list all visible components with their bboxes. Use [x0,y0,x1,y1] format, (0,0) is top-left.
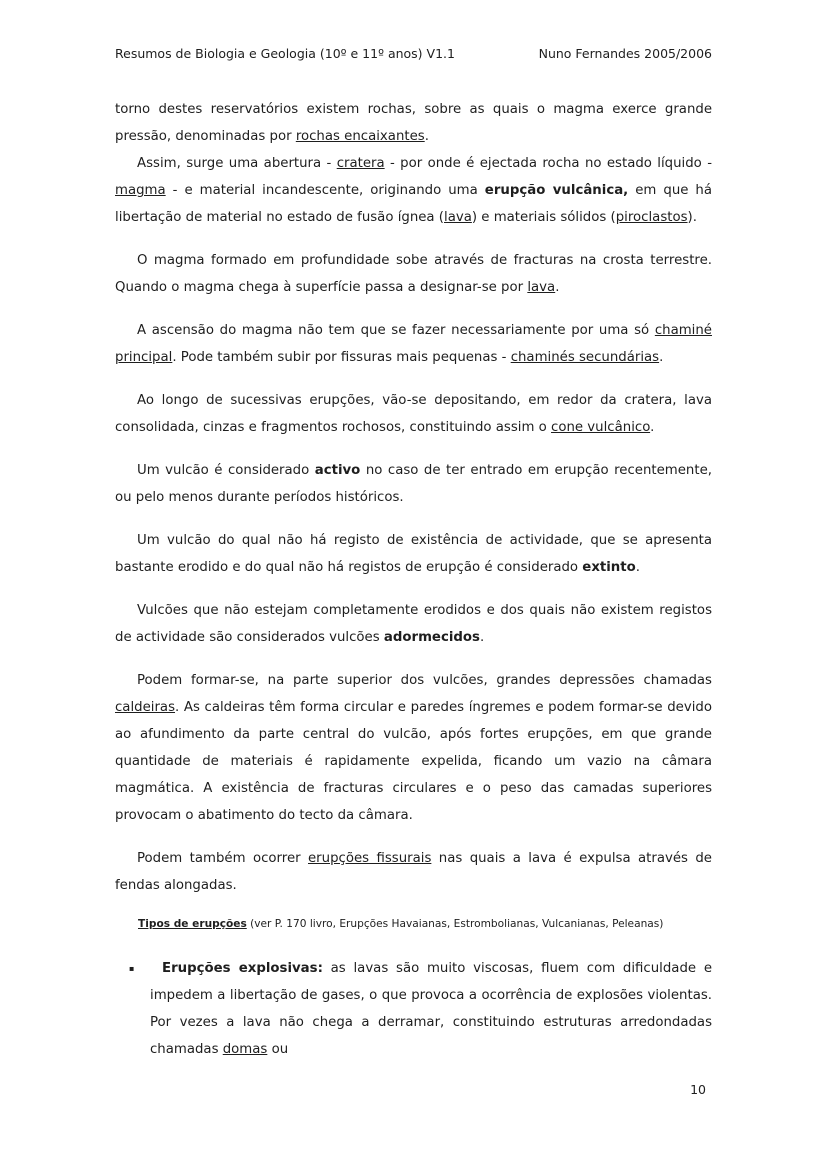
text-segment: magma [115,183,166,198]
text-segment: A ascensão do magma não tem que se fazer necessariamente por uma só [137,323,655,338]
text-segment: . [424,129,429,144]
header-left-title: Resumos de Biologia e Geologia (10º e 11º anos) V1.1 [115,46,455,61]
paragraph [115,96,712,150]
page-header [115,46,712,62]
text-segment: Assim, surge uma abertura - [137,156,337,171]
text-segment: domas [222,1042,268,1057]
text-segment: lava [444,210,472,225]
text-segment: Ao longo de sucessivas erupções, vão-se depositando, em redor da cratera, lava consolidada, cinzas e fragmentos rochosos, constituindo assim o [115,393,712,435]
section-note [115,917,712,931]
text-segment: - e material incandescente, originando uma [165,183,485,198]
text-segment: (ver P. 170 livro, Erupções Havaianas, Estrombolianas, Vulcanianas, Peleanas) [246,918,664,930]
text-segment: . Pode também subir por fissuras mais pequenas - [172,350,511,365]
text-segment: O magma formado em profundidade sobe através de fracturas na crosta terrestre. Quando o magma chega à superfície passa a designar-se por [115,253,712,295]
paragraph [115,317,712,371]
text-segment: . [659,350,664,365]
text-segment: Vulcões que não estejam completamente erodidos e dos quais não existem registos de actividade são considerados vulcões [115,603,712,645]
text-segment: Tipos de erupções [138,918,247,930]
text-segment: extinto [582,560,636,575]
paragraph [115,387,712,441]
paragraph [115,667,712,829]
text-segment: as lavas são muito viscosas, fluem com dificuldade e impedem a libertação de gases, o que provoca a ocorrência de explosões violentas. Por vezes a lava não chega a derramar, constituindo estruturas arredondadas chamadas [150,961,713,1057]
text-segment: . [555,280,560,295]
text-segment: Um vulcão do qual não há registo de existência de actividade, que se apresenta bastante erodido e do qual não há registos de erupção é considerado [115,533,712,575]
text-segment: . As caldeiras têm forma circular e paredes íngremes e podem formar-se devido ao afundimento da parte central do vulcão, após fortes erupções, em que grande quantidade de materiais é rapidamente expelida, ficando um vazio na câmara magmática. A existência de fracturas circulares e o peso das camadas superiores provocam o abatimento do tecto da câmara. [115,700,712,823]
page-number: 10 [690,1082,706,1097]
text-segment: . [479,630,485,645]
text-segment: piroclastos [615,210,688,225]
text-segment: Podem formar-se, na parte superior dos vulcões, grandes depressões chamadas [137,673,712,688]
text-segment: Erupções explosivas: [162,961,323,976]
text-segment: ). [687,210,697,225]
text-segment: ou [267,1042,289,1057]
text-segment: cratera [336,156,385,171]
text-segment: erupção vulcânica, [484,183,629,198]
text-segment: chaminé principal [115,323,712,365]
text-segment: Um vulcão é considerado [137,463,315,478]
text-segment: . [635,560,640,575]
text-segment: no caso de ter entrado em erupção recentemente, ou pelo menos durante períodos históricos. [115,463,712,505]
header-right-author: Nuno Fernandes 2005/2006 [538,46,712,61]
text-segment: erupções fissurais [308,851,432,866]
paragraph [115,457,712,511]
bullet-square-icon: ▪ [129,964,135,973]
text-segment: . [650,420,655,435]
text-segment: activo [314,463,361,478]
bullet-item [115,955,712,1063]
text-segment: adormecidos [383,630,480,645]
text-segment: - por onde é ejectada rocha no estado líquido - [384,156,712,171]
paragraph [115,597,712,651]
text-segment: Podem também ocorrer [137,851,308,866]
paragraph [115,150,712,231]
text-segment: em que há libertação de material no estado de fusão ígnea ( [115,183,712,225]
paragraph [115,527,712,581]
text-segment: caldeiras [115,700,176,715]
paragraph [115,845,712,899]
text-segment: cone vulcânico [551,420,651,435]
text-segment: ) e materiais sólidos ( [471,210,616,225]
text-segment: lava [527,280,556,295]
paragraph [115,247,712,301]
text-segment: nas quais a lava é expulsa através de fendas alongadas. [115,851,712,893]
page-footer [115,1082,706,1097]
text-segment: chaminés secundárias [510,350,660,365]
text-segment: torno destes reservatórios existem rochas, sobre as quais o magma exerce grande pressão, denominadas por [115,102,712,144]
document-body [115,96,712,1063]
text-segment: rochas encaixantes [295,129,425,144]
